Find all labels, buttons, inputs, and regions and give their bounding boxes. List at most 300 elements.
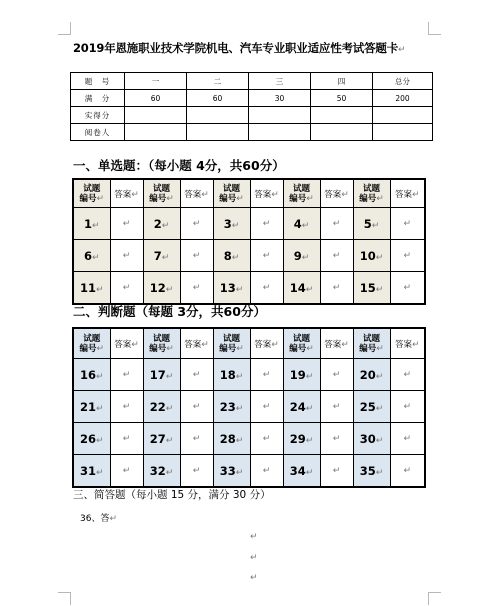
paragraph-mark: ↵ — [131, 189, 139, 200]
score-cell[interactable] — [249, 107, 311, 124]
score-cell[interactable] — [373, 107, 433, 124]
paragraph-mark: ↵ — [375, 435, 384, 446]
paragraph-mark: ↵ — [95, 435, 104, 446]
paragraph-mark: ↵ — [131, 339, 139, 350]
score-col-4: 四 — [311, 73, 373, 90]
grid-row — [73, 391, 425, 423]
score-cell: 50 — [311, 90, 373, 107]
paragraph-mark: ↵ — [305, 403, 314, 414]
header-label-top: 试题 — [222, 183, 240, 194]
question-number: 2 — [153, 216, 162, 231]
answer-header-label: 答案 — [254, 339, 272, 350]
paragraph-mark: ↵ — [262, 433, 271, 444]
question-number: 26 — [79, 431, 96, 446]
question-number-cell — [73, 272, 110, 305]
answer-cell[interactable] — [110, 272, 143, 305]
answer-cell[interactable] — [320, 272, 353, 305]
paragraph-mark: ↵ — [122, 282, 131, 293]
paragraph-mark: ↵ — [235, 371, 244, 382]
question-number: 21 — [79, 399, 96, 414]
paragraph-mark: ↵ — [332, 465, 341, 476]
paragraph-mark: ↵ — [411, 189, 420, 200]
score-cell: 60 — [125, 90, 187, 107]
paragraph-mark: ↵ — [235, 284, 244, 295]
score-cell: 30 — [249, 90, 311, 107]
paragraph-mark: ↵ — [375, 403, 384, 414]
question-number: 12 — [149, 280, 166, 295]
paragraph-mark: ↵ — [305, 371, 314, 382]
question-number-cell — [213, 423, 250, 455]
answer-header — [320, 179, 353, 208]
answer-cell[interactable] — [320, 455, 353, 488]
paragraph-mark: ↵ — [192, 282, 201, 293]
header-label-top: 试题 — [222, 333, 240, 344]
answer-cell[interactable] — [250, 423, 283, 455]
answer-header — [180, 179, 213, 208]
paragraph-mark: ↵ — [411, 339, 420, 350]
question-number-cell — [73, 240, 110, 272]
question-number: 18 — [219, 367, 236, 382]
answer-cell[interactable] — [390, 359, 425, 391]
paragraph-mark: ↵ — [95, 284, 104, 295]
question-number-cell — [143, 455, 180, 488]
answer-cell[interactable] — [250, 240, 283, 272]
question-number-cell — [143, 240, 180, 272]
grid-row — [73, 240, 425, 272]
question-number-header — [353, 179, 390, 208]
question-number: 14 — [289, 280, 306, 295]
paragraph-mark: ↵ — [165, 284, 174, 295]
answer-cell[interactable] — [180, 391, 213, 423]
question-number: 17 — [149, 367, 166, 382]
answer-header — [320, 328, 353, 359]
question-number-cell — [213, 455, 250, 488]
paragraph-mark: ↵ — [305, 435, 314, 446]
paragraph-mark: ↵ — [192, 433, 201, 444]
question-number-header — [73, 328, 110, 359]
score-row-label: 满 分 — [71, 90, 125, 107]
question-number-header — [143, 179, 180, 208]
single-choice-answer-grid — [72, 178, 426, 305]
page-corner-top-right — [428, 22, 441, 35]
document-title-text: 2019年恩施职业技术学院机电、汽车专业职业适应性考试答题卡 — [73, 41, 399, 55]
answer-header — [110, 179, 143, 208]
header-label-top: 试题 — [362, 183, 380, 194]
question-number-cell — [213, 240, 250, 272]
header-label-bottom: 编号 — [79, 343, 97, 354]
question-number-cell — [143, 391, 180, 423]
paragraph-mark: ↵ — [122, 401, 131, 412]
question-number: 5 — [363, 216, 372, 231]
answer-cell[interactable] — [180, 423, 213, 455]
paragraph-mark: ↵ — [192, 250, 201, 261]
header-label-top: 试题 — [292, 333, 310, 344]
paragraph-mark: ↵ — [161, 252, 170, 263]
answer-cell[interactable] — [180, 240, 213, 272]
grid-row — [73, 208, 425, 240]
question-number: 11 — [79, 280, 96, 295]
paragraph-mark: ↵ — [332, 401, 341, 412]
header-label-bottom: 编号 — [289, 343, 307, 354]
header-label-top: 试题 — [83, 183, 101, 194]
paragraph-mark: ↵ — [332, 282, 341, 293]
paragraph-mark: ↵ — [403, 282, 412, 293]
question-number-header — [353, 328, 390, 359]
page-corner-top-left — [58, 22, 71, 35]
grid-row — [73, 423, 425, 455]
paragraph-mark: ↵ — [235, 435, 244, 446]
answer-header — [390, 328, 425, 359]
score-grader-row — [71, 124, 433, 141]
answer-header-label: 答案 — [324, 189, 342, 200]
paragraph-mark: ↵ — [96, 343, 105, 354]
question-number: 4 — [293, 216, 302, 231]
grid-header-row — [73, 328, 425, 359]
paragraph-mark: ↵ — [306, 343, 314, 354]
section1-heading: 一、单选题：（每小题 4分，共60分） — [73, 158, 285, 173]
score-col-1: 一 — [125, 73, 187, 90]
paragraph-mark: ↵ — [96, 193, 105, 204]
paragraph-mark: ↵ — [332, 433, 341, 444]
answer-cell[interactable] — [180, 455, 213, 488]
score-cell[interactable] — [187, 107, 249, 124]
grid-row — [73, 455, 425, 488]
paragraph-mark: ↵ — [192, 218, 201, 229]
answer-header-label: 答案 — [184, 189, 202, 200]
page-corner-bottom-left — [58, 592, 71, 605]
score-col-2: 二 — [187, 73, 249, 90]
question-number-cell — [353, 208, 390, 240]
question-number-cell — [353, 391, 390, 423]
paragraph-mark: ↵ — [376, 193, 384, 204]
answer-cell[interactable] — [110, 359, 143, 391]
header-label-top: 试题 — [83, 333, 101, 344]
answer-cell[interactable] — [250, 359, 283, 391]
question-number: 8 — [223, 248, 232, 263]
paragraph-mark: ↵ — [375, 467, 384, 478]
paragraph-mark: ↵ — [332, 369, 341, 380]
paragraph-mark: ↵ — [236, 343, 244, 354]
question-number-cell — [283, 423, 320, 455]
paragraph-mark: ↵ — [403, 465, 412, 476]
question-number-cell — [283, 240, 320, 272]
header-label-bottom: 编号 — [149, 193, 167, 204]
paragraph-mark: ↵ — [122, 250, 131, 261]
answer-header-label: 答案 — [394, 189, 412, 200]
paragraph-mark: ↵ — [165, 467, 174, 478]
score-row-label: 阅卷人 — [71, 124, 125, 141]
answer-cell[interactable] — [320, 423, 353, 455]
question-number-cell — [73, 423, 110, 455]
answer-cell[interactable] — [320, 208, 353, 240]
grid-row — [73, 359, 425, 391]
score-cell[interactable] — [373, 124, 433, 141]
paragraph-mark: ↵ — [95, 467, 104, 478]
paragraph-mark: ↵ — [341, 339, 349, 350]
answer-header-label: 答案 — [324, 339, 342, 350]
answer-cell[interactable] — [250, 272, 283, 305]
paragraph-mark: ↵ — [262, 250, 271, 261]
score-cell: 60 — [187, 90, 249, 107]
paragraph-mark: ↵ — [305, 467, 314, 478]
paragraph-mark: ↵ — [403, 369, 412, 380]
paragraph-mark: ↵ — [201, 189, 209, 200]
paragraph-mark: ↵ — [165, 403, 174, 414]
answer-cell[interactable] — [250, 455, 283, 488]
question-number: 16 — [79, 367, 96, 382]
answer-cell[interactable] — [250, 208, 283, 240]
grid-header-row — [73, 179, 425, 208]
paragraph-mark: ↵ — [301, 252, 310, 263]
question-number: 7 — [153, 248, 162, 263]
score-cell[interactable] — [311, 107, 373, 124]
paragraph-mark: ↵ — [161, 220, 170, 231]
answer-cell[interactable] — [320, 359, 353, 391]
header-label-bottom: 编号 — [149, 343, 167, 354]
paragraph-mark: ↵ — [403, 250, 412, 261]
score-cell: 200 — [373, 90, 433, 107]
question-number: 1 — [83, 216, 92, 231]
paragraph-mark: ↵ — [250, 532, 258, 542]
answer-header — [110, 328, 143, 359]
question-number: 31 — [79, 463, 96, 478]
answer-cell[interactable] — [390, 208, 425, 240]
answer-cell[interactable] — [320, 240, 353, 272]
answer-cell[interactable] — [320, 391, 353, 423]
answer-cell[interactable] — [180, 208, 213, 240]
answer-cell[interactable] — [110, 455, 143, 488]
header-label-bottom: 编号 — [219, 343, 237, 354]
question-number-cell — [283, 208, 320, 240]
paragraph-mark: ↵ — [166, 193, 174, 204]
answer-cell[interactable] — [180, 272, 213, 305]
paragraph-mark: ↵ — [192, 369, 201, 380]
question-number: 23 — [219, 399, 236, 414]
score-header-row — [71, 73, 433, 90]
answer-header — [250, 179, 283, 208]
header-label-bottom: 编号 — [289, 193, 307, 204]
question-number-cell — [353, 272, 390, 305]
question-number-cell — [353, 240, 390, 272]
paragraph-mark: ↵ — [235, 467, 244, 478]
paragraph-mark: ↵ — [91, 252, 100, 263]
question-number: 30 — [359, 431, 376, 446]
paragraph-mark: ↵ — [91, 220, 100, 231]
header-label-top: 试题 — [362, 333, 380, 344]
score-cell[interactable] — [125, 107, 187, 124]
answer-cell[interactable] — [390, 391, 425, 423]
paragraph-mark: ↵ — [403, 401, 412, 412]
question-number-cell — [73, 359, 110, 391]
section3-heading: 三、简答题（每小题 15 分，满分 30 分） — [73, 489, 271, 501]
paragraph-mark: ↵ — [192, 465, 201, 476]
question-number-cell — [143, 272, 180, 305]
question-number: 35 — [359, 463, 376, 478]
paragraph-mark: ↵ — [262, 282, 271, 293]
paragraph-mark: ↵ — [201, 339, 209, 350]
score-table — [70, 72, 433, 141]
question-number-cell — [143, 208, 180, 240]
paragraph-mark: ↵ — [166, 343, 174, 354]
question-number: 9 — [293, 248, 302, 263]
paragraph-mark: ↵ — [375, 371, 384, 382]
answer-cell[interactable] — [250, 391, 283, 423]
paragraph-mark: ↵ — [262, 218, 271, 229]
paragraph-mark: ↵ — [235, 403, 244, 414]
header-label-bottom: 编号 — [359, 343, 377, 354]
question-number: 28 — [219, 431, 236, 446]
paragraph-mark: ↵ — [262, 465, 271, 476]
section2-heading: 二、判断题（每题 3分，共60分） — [73, 304, 266, 319]
header-label-bottom: 编号 — [79, 193, 97, 204]
question-36-answer-label — [80, 511, 117, 524]
paragraph-mark: ↵ — [306, 193, 314, 204]
answer-cell[interactable] — [390, 272, 425, 305]
header-label-bottom: 编号 — [219, 193, 237, 204]
paragraph-mark: ↵ — [122, 465, 131, 476]
answer-header — [180, 328, 213, 359]
paragraph-mark: ↵ — [165, 371, 174, 382]
header-label-bottom: 编号 — [359, 193, 377, 204]
answer-cell[interactable] — [180, 359, 213, 391]
answer-header-label: 答案 — [114, 339, 132, 350]
paragraph-mark: ↵ — [231, 220, 240, 231]
answer-cell[interactable] — [390, 423, 425, 455]
true-false-answer-grid — [72, 327, 426, 488]
question-number: 15 — [359, 280, 376, 295]
question-number: 25 — [359, 399, 376, 414]
paragraph-mark: ↵ — [375, 252, 384, 263]
answer-cell[interactable] — [390, 240, 425, 272]
header-label-top: 试题 — [152, 183, 170, 194]
header-label-top: 试题 — [292, 183, 310, 194]
question-number: 10 — [359, 248, 376, 263]
page-corner-bottom-right — [428, 592, 441, 605]
paragraph-mark: ↵ — [305, 284, 314, 295]
paragraph-mark: ↵ — [262, 401, 271, 412]
paragraph-mark: ↵ — [371, 220, 380, 231]
paragraph-mark: ↵ — [122, 218, 131, 229]
question-number-header — [213, 328, 250, 359]
paragraph-mark: ↵ — [122, 369, 131, 380]
paragraph-mark: ↵ — [231, 252, 240, 263]
paragraph-mark: ↵ — [271, 189, 279, 200]
score-earned-row — [71, 107, 433, 124]
paragraph-mark: ↵ — [250, 573, 258, 583]
score-cell[interactable] — [311, 124, 373, 141]
question-number-header — [143, 328, 180, 359]
question-36-text: 36、答 — [80, 514, 110, 524]
paragraph-mark: ↵ — [332, 218, 341, 229]
paragraph-mark: ↵ — [95, 403, 104, 414]
question-number-cell — [213, 272, 250, 305]
question-number-cell — [213, 391, 250, 423]
paragraph-mark: ↵ — [403, 433, 412, 444]
score-col-3: 三 — [249, 73, 311, 90]
paragraph-mark: ↵ — [375, 284, 384, 295]
question-number: 3 — [223, 216, 232, 231]
question-number-cell — [213, 359, 250, 391]
paragraph-mark: ↵ — [122, 433, 131, 444]
question-number-cell — [73, 455, 110, 488]
score-header-label: 题 号 — [71, 73, 125, 90]
question-number-cell — [143, 359, 180, 391]
question-number-cell — [143, 423, 180, 455]
question-number: 34 — [289, 463, 306, 478]
question-number: 22 — [149, 399, 166, 414]
question-number-cell — [353, 455, 390, 488]
paragraph-mark: ↵ — [301, 220, 310, 231]
question-number: 13 — [219, 280, 236, 295]
question-number-cell — [353, 423, 390, 455]
question-number-cell — [73, 208, 110, 240]
score-full-row — [71, 90, 433, 107]
answer-header-label: 答案 — [184, 339, 202, 350]
grid-row — [73, 272, 425, 305]
paragraph-mark: ↵ — [271, 339, 279, 350]
question-number-header — [283, 328, 320, 359]
paragraph-mark: ↵ — [262, 369, 271, 380]
question-number-cell — [213, 208, 250, 240]
paragraph-mark: ↵ — [403, 218, 412, 229]
paragraph-mark: ↵ — [250, 553, 258, 563]
answer-header-label: 答案 — [254, 189, 272, 200]
question-number: 6 — [83, 248, 92, 263]
score-cell[interactable] — [187, 124, 249, 141]
paragraph-mark: ↵ — [95, 371, 104, 382]
paragraph-mark: ↵ — [341, 189, 349, 200]
paragraph-mark: ↵ — [109, 514, 117, 524]
paragraph-mark: ↵ — [332, 250, 341, 261]
paragraph-mark: ↵ — [192, 401, 201, 412]
question-number: 33 — [219, 463, 236, 478]
document-title — [73, 40, 433, 56]
paragraph-mark: ↵ — [236, 193, 244, 204]
score-row-label: 实得分 — [71, 107, 125, 124]
answer-header-label: 答案 — [114, 189, 132, 200]
score-cell[interactable] — [249, 124, 311, 141]
question-number: 29 — [289, 431, 306, 446]
question-number: 19 — [289, 367, 306, 382]
answer-cell[interactable] — [110, 240, 143, 272]
question-number: 27 — [149, 431, 166, 446]
question-number-cell — [73, 391, 110, 423]
score-cell[interactable] — [125, 124, 187, 141]
answer-cell[interactable] — [390, 455, 425, 488]
question-number-cell — [283, 359, 320, 391]
question-number: 24 — [289, 399, 306, 414]
answer-header — [390, 179, 425, 208]
answer-header-label: 答案 — [394, 339, 412, 350]
question-number-header — [213, 179, 250, 208]
question-number-cell — [283, 272, 320, 305]
answer-cell[interactable] — [110, 423, 143, 455]
paragraph-mark: ↵ — [398, 45, 406, 55]
question-number-header — [283, 179, 320, 208]
question-number-cell — [353, 359, 390, 391]
answer-header — [250, 328, 283, 359]
question-number-cell — [283, 391, 320, 423]
answer-cell[interactable] — [110, 208, 143, 240]
question-number: 32 — [149, 463, 166, 478]
paragraph-mark: ↵ — [376, 343, 384, 354]
question-number-header — [73, 179, 110, 208]
score-col-total: 总分 — [373, 73, 433, 90]
header-label-top: 试题 — [152, 333, 170, 344]
question-number: 20 — [359, 367, 376, 382]
answer-cell[interactable] — [110, 391, 143, 423]
question-number-cell — [283, 455, 320, 488]
